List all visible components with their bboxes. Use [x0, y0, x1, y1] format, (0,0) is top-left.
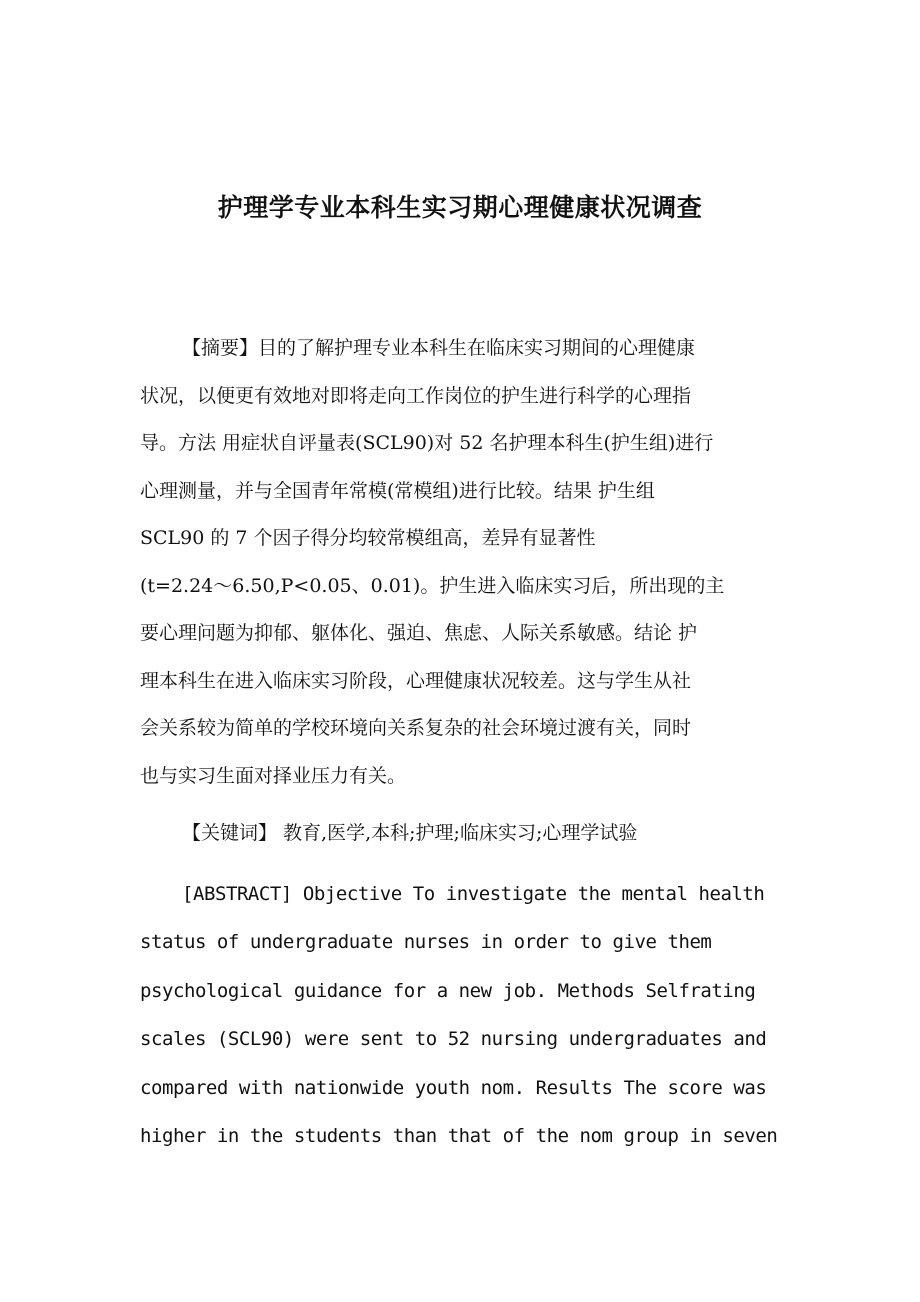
abstract-cn-line: 状况，以便更有效地对即将走向工作岗位的护生进行科学的心理指 — [140, 384, 692, 407]
abstract-en-line: status of undergraduate nurses in order to give them — [140, 931, 712, 953]
document-title: 护理学专业本科生实习期心理健康状况调查 — [217, 193, 703, 222]
abstract-cn-line: 会关系较为简单的学校环境向关系复杂的社会环境过渡有关，同时 — [140, 717, 692, 739]
abstract-en-line: compared with nationwide youth nom. Results The score was — [140, 1076, 767, 1099]
abstract-cn-line: 【摘要】目的了解护理专业本科生在临床实习期间的心理健康 — [182, 337, 696, 359]
keywords-text: 教育,医学,本科;护理;临床实习;心理学试验 — [277, 822, 638, 844]
abstract-cn-line: 心理测量，并与全国青年常模(常模组)进行比较。结果 护生组 — [140, 479, 655, 502]
abstract-cn-line: (t=2.24～6.50,P<0.05、0.01)。护生进入临床实习后，所出现的主 — [140, 574, 725, 597]
abstract-en-line: psychological guidance for a new job. Methods Selfrating — [140, 979, 756, 1002]
abstract-cn-line: 导。方法 用症状自评量表(SCL90)对 52 名护理本科生(护生组)进行 — [140, 432, 714, 454]
abstract-cn-line: SCL90 的 7 个因子得分均较常模组高，差异有显著性 — [140, 527, 596, 549]
chinese-abstract — [140, 325, 785, 800]
abstract-en-line: [ABSTRACT] Objective To investigate the mental health — [182, 882, 765, 905]
abstract-cn-line: 理本科生在进入临床实习阶段，心理健康状况较差。这与学生从社 — [140, 669, 692, 692]
document-body — [140, 325, 785, 1161]
abstract-cn-line: 要心理问题为抑郁、躯体化、强迫、焦虑、人际关系敏感。结论 护 — [140, 622, 698, 644]
keywords-label: 【关键词】 — [182, 822, 278, 844]
keywords-line — [140, 810, 785, 858]
abstract-en-line: scales (SCL90) were sent to 52 nursing undergraduates and — [140, 1028, 767, 1050]
english-abstract — [140, 870, 785, 1161]
abstract-en-line: higher in the students than that of the nom group in seven — [140, 1125, 778, 1147]
abstract-cn-line: 也与实习生面对择业压力有关。 — [140, 764, 407, 787]
